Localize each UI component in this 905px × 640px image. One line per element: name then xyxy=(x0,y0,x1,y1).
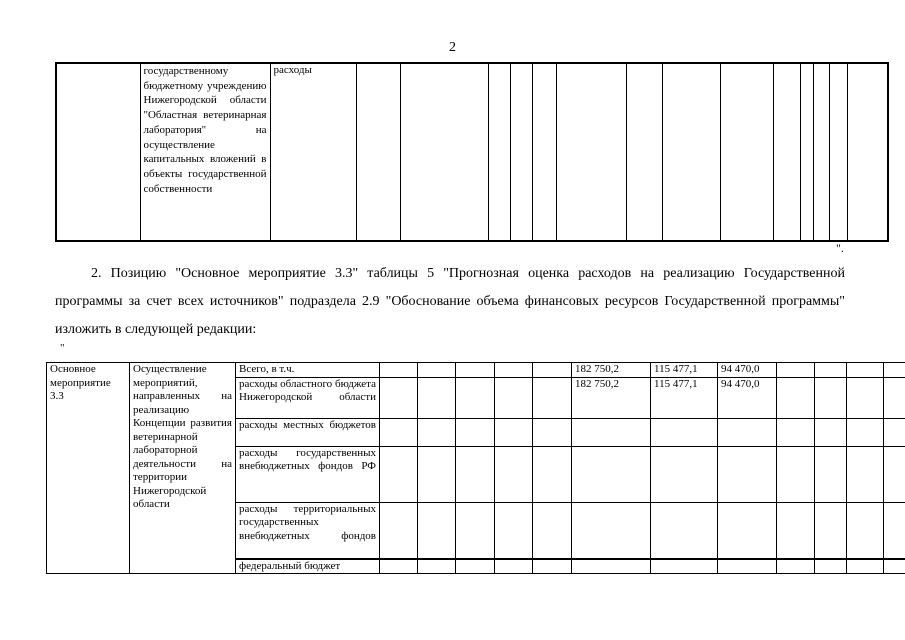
table-cell xyxy=(572,418,651,446)
top-table xyxy=(55,62,889,242)
event-description-text: Осуществление мероприятий, направленных на реализацию Концепции развития ветеринарной лабораторной деятельности на территории Нижегородской области xyxy=(133,363,232,510)
table-cell xyxy=(777,418,815,446)
top-table-cell xyxy=(662,63,720,241)
table-cell xyxy=(495,446,533,502)
row-label: расходы областного бюджета Нижегородской области xyxy=(236,377,380,418)
table-cell xyxy=(815,446,847,502)
top-table-cell xyxy=(626,63,662,241)
opening-quote: " xyxy=(60,342,65,354)
table-cell xyxy=(495,502,533,559)
table-cell xyxy=(847,418,884,446)
table-cell xyxy=(572,446,651,502)
table-cell xyxy=(884,502,905,559)
value-cell: 182 750,2 xyxy=(572,363,651,378)
value-cell: 182 750,2 xyxy=(572,377,651,418)
top-table-cell xyxy=(510,63,532,241)
top-table-cell xyxy=(56,63,140,241)
table-cell xyxy=(533,446,572,502)
table-cell xyxy=(380,377,418,418)
table-cell xyxy=(572,559,651,574)
table-cell xyxy=(533,559,572,574)
table-cell xyxy=(380,363,418,378)
value-cell: 115 477,1 xyxy=(651,377,718,418)
table-cell xyxy=(884,418,905,446)
top-table-cell xyxy=(356,63,400,241)
table-cell xyxy=(418,502,456,559)
table-cell xyxy=(815,363,847,378)
table-cell xyxy=(651,418,718,446)
row-label: расходы местных бюджетов xyxy=(236,418,380,446)
table-cell xyxy=(418,377,456,418)
top-table-row xyxy=(56,63,888,241)
table-cell xyxy=(418,446,456,502)
table-cell xyxy=(777,446,815,502)
table-cell xyxy=(777,377,815,418)
table-cell xyxy=(380,418,418,446)
table-cell xyxy=(456,377,495,418)
table-cell xyxy=(495,559,533,574)
page-number: 2 xyxy=(449,40,456,55)
table-cell xyxy=(777,559,815,574)
table-cell xyxy=(777,502,815,559)
row-label: расходы территориальных государственных внебюджетных фондов xyxy=(236,502,380,559)
value-cell: 94 470,0 xyxy=(718,377,777,418)
top-table-cell xyxy=(400,63,488,241)
bottom-table xyxy=(46,362,905,574)
table-cell xyxy=(718,559,777,574)
table-cell xyxy=(495,418,533,446)
value-cell: 115 477,1 xyxy=(651,363,718,378)
table-cell xyxy=(533,363,572,378)
table-cell xyxy=(418,559,456,574)
table-cell xyxy=(456,446,495,502)
table-cell xyxy=(572,502,651,559)
table-cell xyxy=(495,377,533,418)
table-cell xyxy=(380,502,418,559)
table-cell xyxy=(884,377,905,418)
top-table-cell xyxy=(488,63,510,241)
table-cell xyxy=(380,559,418,574)
top-table-cell xyxy=(556,63,626,241)
table-cell xyxy=(456,418,495,446)
table-cell xyxy=(495,363,533,378)
table-cell xyxy=(884,363,905,378)
table-row xyxy=(47,363,905,378)
table-cell xyxy=(847,502,884,559)
table-cell xyxy=(718,502,777,559)
instruction-paragraph: 2. Позицию "Основное мероприятие 3.3" таблицы 5 "Прогнозная оценка расходов на реализацию Государственной программы за счет всех источников" подраздела 2.9 "Обоснование объема финансовых ресурсов Государственной программы" изложить в следующей редакции: xyxy=(55,266,845,337)
event-description xyxy=(130,363,236,574)
table-cell xyxy=(884,559,905,574)
top-table-cell xyxy=(720,63,773,241)
table-cell xyxy=(456,559,495,574)
top-table-cell xyxy=(532,63,556,241)
top-table-cell xyxy=(829,63,847,241)
row-label: Всего, в т.ч. xyxy=(236,363,380,378)
table-cell xyxy=(847,363,884,378)
table-cell xyxy=(815,377,847,418)
table-cell xyxy=(456,363,495,378)
top-table-cell xyxy=(847,63,888,241)
top-table-cell xyxy=(813,63,829,241)
event-code: Основное мероприятие 3.3 xyxy=(47,363,130,574)
table-cell xyxy=(815,559,847,574)
row-label: расходы государственных внебюджетных фондов РФ xyxy=(236,446,380,502)
table-cell xyxy=(456,502,495,559)
value-cell: 94 470,0 xyxy=(718,363,777,378)
table-cell xyxy=(718,446,777,502)
closing-quote: ". xyxy=(836,241,844,255)
table-cell xyxy=(847,446,884,502)
table-cell xyxy=(815,502,847,559)
table-cell xyxy=(533,418,572,446)
top-table-description: государственному бюджетному учреждению Нижегородской области "Областная ветеринарная лаборатория" на осуществление капитальных вложений в объекты государственной собственности xyxy=(140,63,270,241)
table-cell xyxy=(847,377,884,418)
table-cell xyxy=(651,502,718,559)
top-table-cell xyxy=(800,63,813,241)
row-label: федеральный бюджет xyxy=(236,559,380,574)
table-cell xyxy=(884,446,905,502)
top-table-cell xyxy=(773,63,800,241)
table-cell xyxy=(533,502,572,559)
table-cell xyxy=(533,377,572,418)
table-cell xyxy=(380,446,418,502)
table-cell xyxy=(718,418,777,446)
top-table-expense-type: расходы xyxy=(270,63,356,241)
table-cell xyxy=(651,559,718,574)
table-cell xyxy=(651,446,718,502)
table-cell xyxy=(418,363,456,378)
table-cell xyxy=(815,418,847,446)
table-cell xyxy=(418,418,456,446)
table-cell xyxy=(777,363,815,378)
table-cell xyxy=(847,559,884,574)
